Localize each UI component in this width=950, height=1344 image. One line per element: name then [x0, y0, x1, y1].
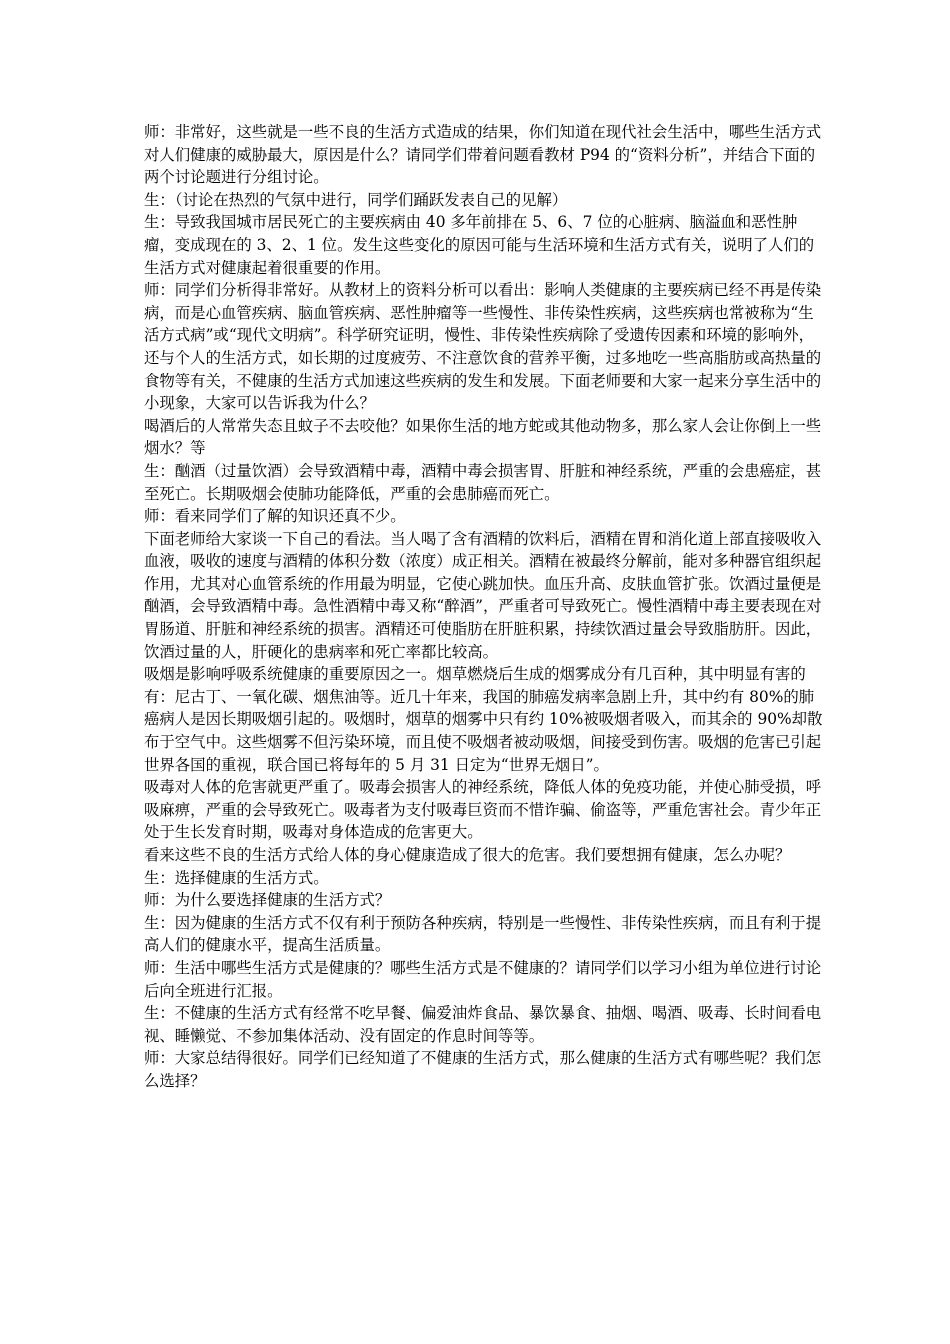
- paragraph-drugs: 吸毒对人体的危害就更严重了。吸毒会损害人的神经系统，降低人体的免疫功能，并使心肺受损，呼吸麻痹，严重的会导致死亡。吸毒者为支付吸毒巨资而不惜诈骗、偷盗等，严重危害社会。青少年正处于生长发育时期，吸毒对身体造成的危害更大。: [144, 778, 822, 842]
- paragraph-student-diseases: 生：导致我国城市居民死亡的主要疾病由 40 多年前排在 5、6、7 位的心脏病、脑溢血和恶性肿瘤，变成现在的 3、2、1 位。发生这些变化的原因可能与生活环境和生活方式有关，说明了人们的生活方式对健康起着很重要的作用。: [144, 213, 815, 277]
- paragraph-smoking: 吸烟是影响呼吸系统健康的重要原因之一。烟草燃烧后生成的烟雾成分有几百种，其中明显有害的有：尼古丁、一氧化碳、烟焦油等。近几十年来，我国的肺癌发病率急剧上升，其中约有 80%的肺癌病人是因长期吸烟引起的。吸烟时，烟草的烟雾中只有约 10%被吸烟者吸入，而其余的 90%却散布于空气中。这些烟雾不但污染环境，而且使不吸烟者被动吸烟，间接受到伤害。吸烟的危害已引起世界各国的重视，联合国已将每年的 5 月 31 日定为“世界无烟日”。: [144, 665, 823, 774]
- document-body: [144, 121, 824, 1093]
- paragraph-teacher-summary: 师：大家总结得很好。同学们已经知道了不健康的生活方式，那么健康的生活方式有哪些呢？我们怎么选择？: [144, 1049, 822, 1090]
- paragraph-student-discussion: 生：（讨论在热烈的气氛中进行，同学们踊跃发表自己的见解）: [144, 190, 568, 209]
- paragraph-teacher-group: 师：生活中哪些生活方式是健康的？哪些生活方式是不健康的？请同学们以学习小组为单位进行讨论后向全班进行汇报。: [144, 958, 822, 1000]
- paragraph-teacher-analysis: 师：同学们分析得非常好。从教材上的资料分析可以看出：影响人类健康的主要疾病已经不再是传染病，而是心血管疾病、脑血管疾病、恶性肿瘤等一些慢性、非传染性疾病，这些疾病也常被称为“生活方式病”或“现代文明病”。科学研究证明，慢性、非传染性疾病除了受遗传因素和环境的影响外，还与个人的生活方式，如长期的过度疲劳、不注意饮食的营养平衡，过多地吃一些高脂肪或高热量的食物等有关，不健康的生活方式加速这些疾病的发生和发展。下面老师要和大家一起来分享生活中的小现象，大家可以告诉我为什么？: [144, 281, 822, 413]
- paragraph-student-reason: 生：因为健康的生活方式不仅有利于预防各种疾病，特别是一些慢性、非传染性疾病，而且有利于提高人们的健康水平，提高生活质量。: [144, 913, 822, 955]
- paragraph-student-unhealthy: 生：不健康的生活方式有经常不吃早餐、偏爱油炸食品、暴饮暴食、抽烟、喝酒、吸毒、长时间看电视、睡懒觉、不参加集体活动、没有固定的作息时间等等。: [144, 1004, 822, 1045]
- paragraph-phenomenon-question: 喝酒后的人常常失态且蚊子不去咬他？如果你生活的地方蛇或其他动物多，那么家人会让你倒上一些烟水？等: [144, 416, 822, 458]
- paragraph-student-alcohol: 生：酗酒（过量饮酒）会导致酒精中毒，酒精中毒会损害胃、肝脏和神经系统，严重的会患癌症，甚至死亡。长期吸烟会使肺功能降低，严重的会患肺癌而死亡。: [144, 461, 822, 503]
- paragraph-teacher-praise: 师：看来同学们了解的知识还真不少。: [144, 507, 406, 526]
- paragraph-alcohol-explanation: 下面老师给大家谈一下自己的看法。当人喝了含有酒精的饮料后，酒精在胃和消化道上部直接吸收入血液，吸收的速度与酒精的体积分数（浓度）成正相关。酒精在被最终分解前，能对多种器官组织起作用，尤其对心血管系统的作用最为明显，它使心跳加快。血压升高、皮肤血管扩张。饮酒过量便是酗酒，会导致酒精中毒。急性酒精中毒又称“醉酒”，严重者可导致死亡。慢性酒精中毒主要表现在对胃肠道、肝脏和神经系统的损害。酒精还可使脂肪在肝脏积累，持续饮酒过量会导致脂肪肝。因此，饮酒过量的人，肝硬化的患病率和死亡率都比较高。: [144, 529, 822, 661]
- paragraph-teacher-why: 师：为什么要选择健康的生活方式？: [144, 891, 391, 910]
- paragraph-teacher-intro: 师：非常好，这些就是一些不良的生活方式造成的结果，你们知道在现代社会生活中，哪些生活方式对人们健康的威胁最大，原因是什么？请同学们带着问题看教材 P94 的“资料分析”，并结合下面的两个讨论题进行分组讨论。: [144, 123, 822, 187]
- paragraph-health-question: 看来这些不良的生活方式给人体的身心健康造成了很大的危害。我们要想拥有健康，怎么办呢？: [144, 846, 791, 864]
- paragraph-student-choose: 生：选择健康的生活方式。: [144, 868, 329, 887]
